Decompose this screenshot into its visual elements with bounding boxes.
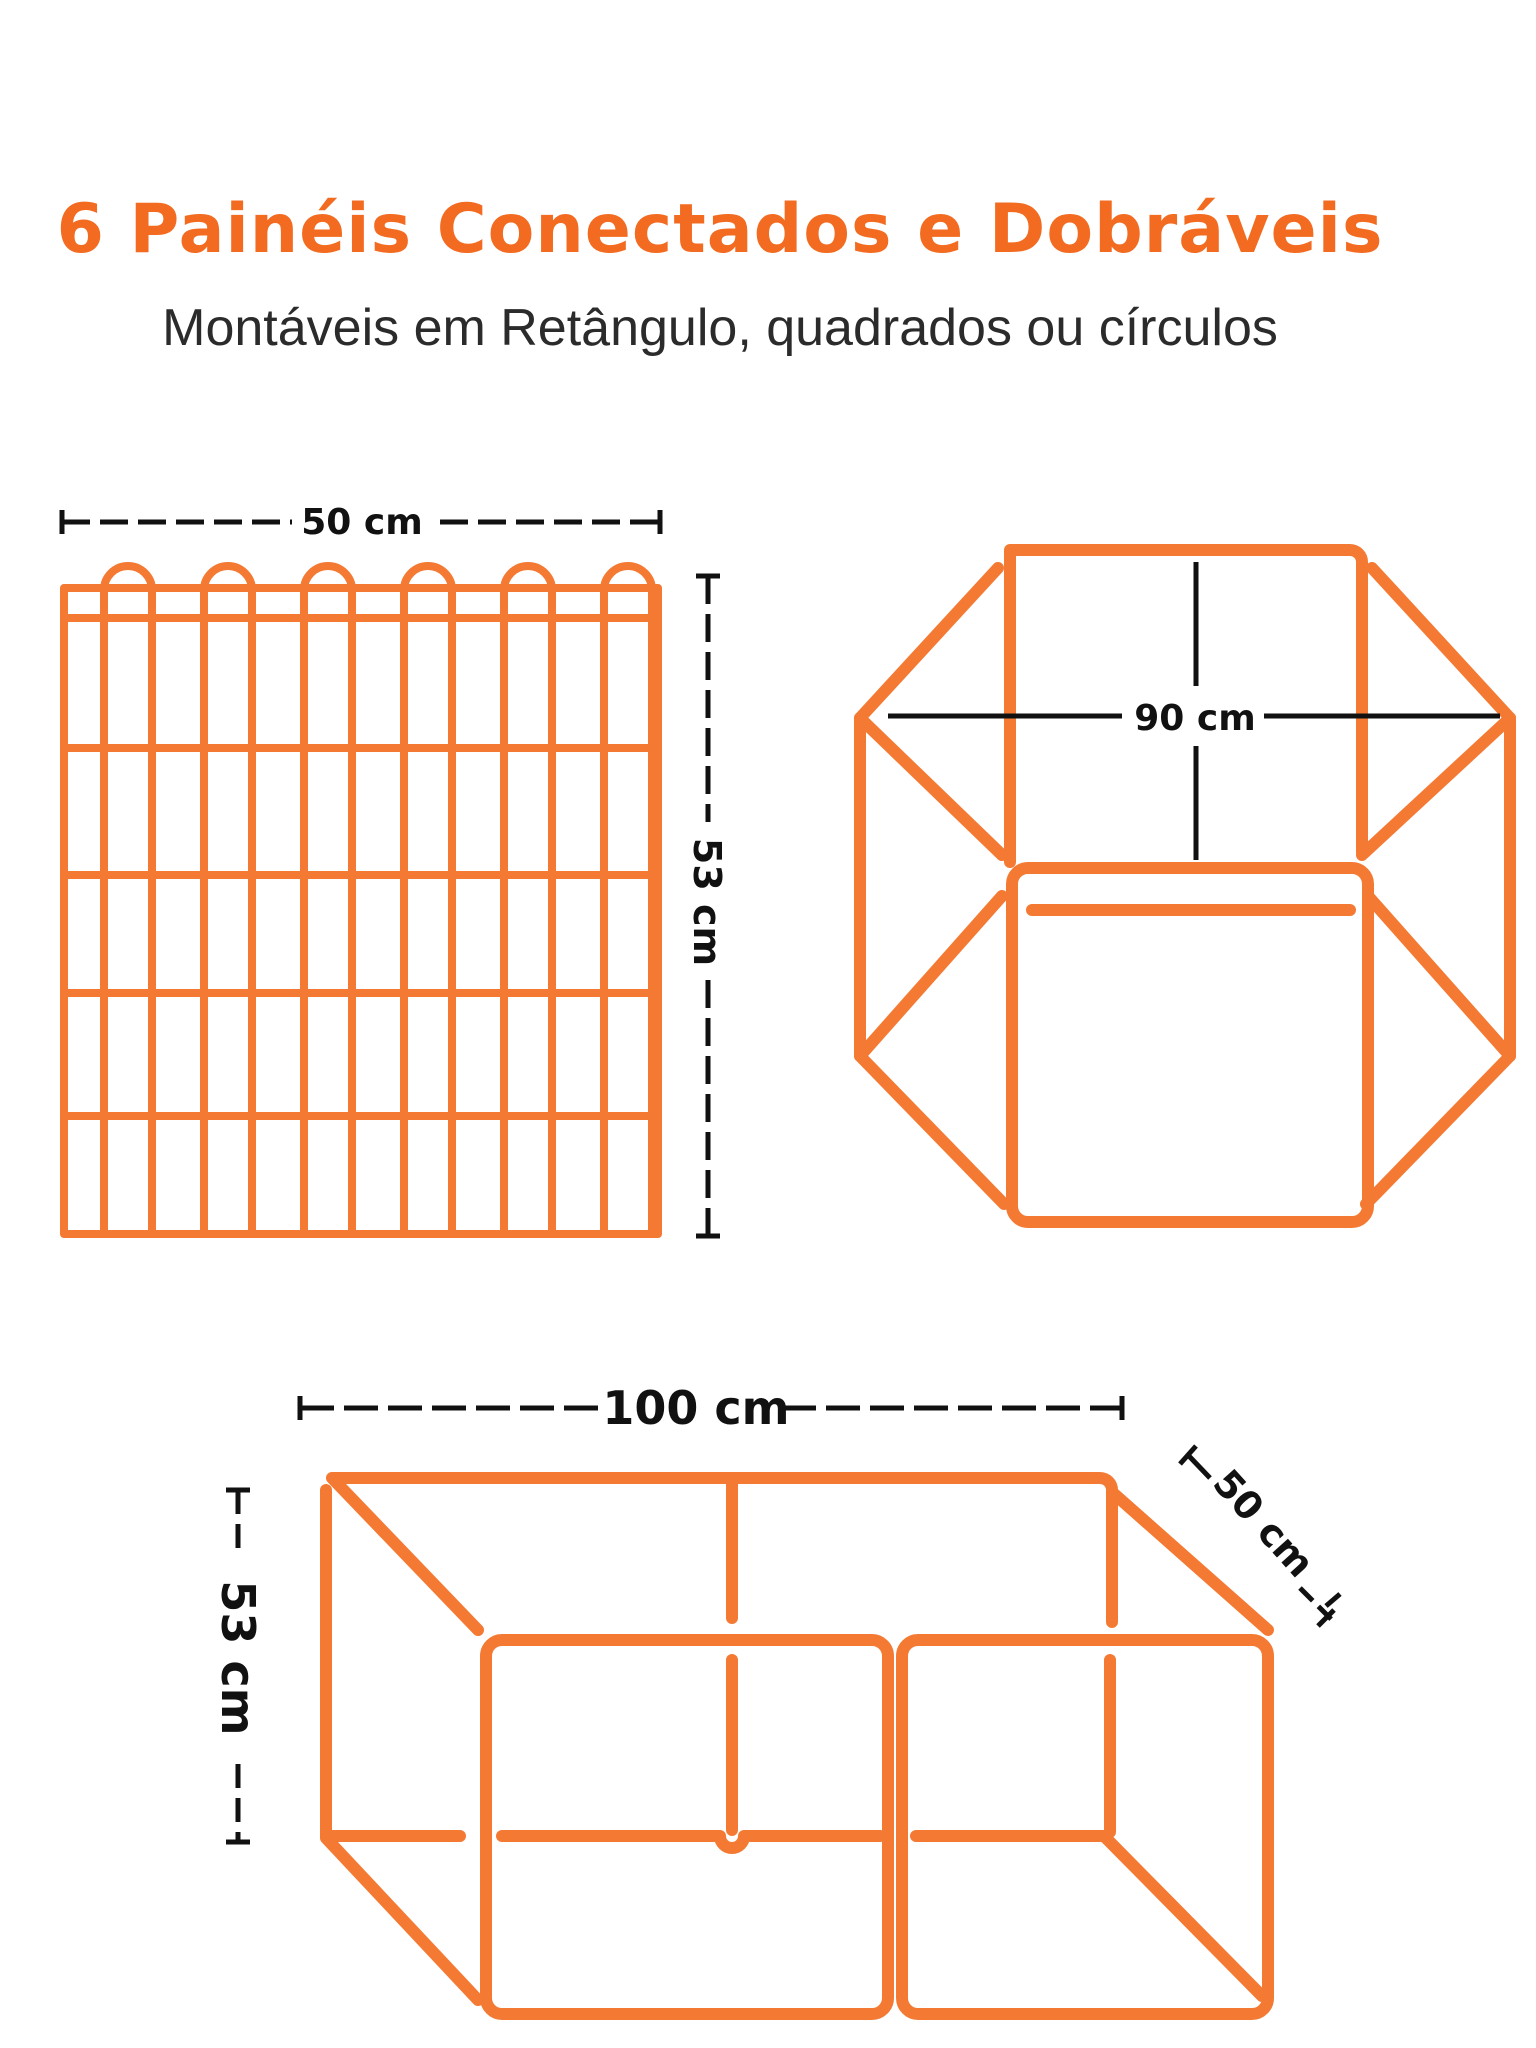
- oct-panel-top-right: [1362, 568, 1510, 855]
- rect-length-label: 100 cm: [602, 1381, 790, 1435]
- rect-front-panel-right: [902, 1640, 1268, 2014]
- panel-width-label: 50 cm: [301, 502, 423, 543]
- rect-back-top: [332, 1478, 1112, 1630]
- rect-left-side: [326, 1490, 478, 2000]
- single-panel-diagram: [62, 502, 729, 1236]
- page-subtitle: Montáveis em Retângulo, quadrados ou círculos: [162, 299, 1278, 357]
- rectangle-frame: [326, 1478, 1268, 2014]
- panel-loop: [104, 566, 152, 1234]
- panel-grid: [64, 566, 658, 1234]
- octagon-frame: [860, 550, 1510, 1222]
- octagon-diameter-label: 90 cm: [1134, 698, 1256, 739]
- oct-panel-front: [1012, 868, 1368, 1222]
- rect-height-label: 53 cm: [211, 1580, 265, 1736]
- oct-panel-right: [1368, 718, 1510, 1056]
- panel-height-label: 53 cm: [685, 837, 729, 967]
- octagon-diagram: [860, 550, 1510, 1222]
- panel-loop: [404, 566, 452, 1234]
- panel-loop: [204, 566, 252, 1234]
- panel-loop: [304, 566, 352, 1234]
- rect-front-panel-left: [486, 1640, 888, 2014]
- oct-panel-left: [860, 718, 1002, 1056]
- oct-panel-top-left: [860, 568, 1002, 855]
- panel-loop: [604, 566, 652, 1234]
- oct-panel-bottom-sides: [860, 1056, 1510, 1204]
- rect-depth-label: 50 cm: [1204, 1460, 1323, 1586]
- rectangle-diagram: [211, 1381, 1340, 2014]
- rect-back-bottom: [332, 1836, 1262, 1996]
- page-title: 6 Painéis Conectados e Dobráveis: [56, 190, 1384, 269]
- panel-loop: [504, 566, 552, 1234]
